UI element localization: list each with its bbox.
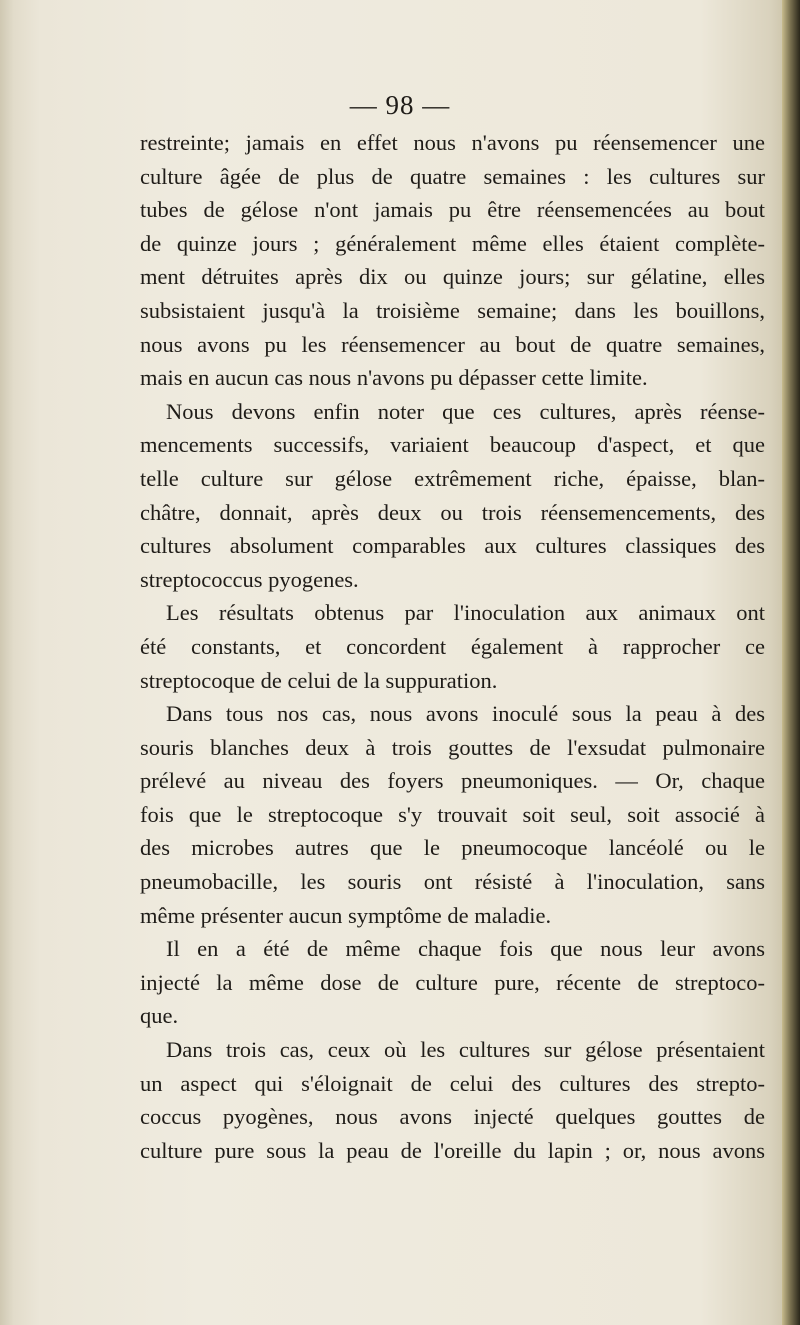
- text-line: nous avons pu les réensemencer au bout de quatre semaines,: [140, 331, 765, 357]
- text-line: culture pure sous la peau de l'oreille du lapin ; or, nous avons: [140, 1137, 765, 1163]
- text-line: même présenter aucun symptôme de maladie.: [140, 902, 552, 928]
- text-line: mencements successifs, variaient beaucoup d'aspect, et que: [140, 432, 765, 458]
- text-line: châtre, donnait, après deux ou trois réensemencements, des: [140, 499, 765, 525]
- text-line: injecté la même dose de culture pure, récente de streptoco-: [140, 969, 765, 995]
- text-line: restreinte; jamais en effet nous n'avons pu réensemencer une: [140, 130, 765, 155]
- text-line: été constants, et concordent également à rapprocher ce: [140, 633, 765, 659]
- text-line: cultures absolument comparables aux cultures classiques des: [140, 533, 765, 559]
- text-line: Nous devons enfin noter que ces cultures, après réense-: [166, 398, 765, 424]
- text-line: que.: [140, 1003, 179, 1029]
- text-line: de quinze jours ; généralement même elles étaient complète-: [140, 230, 765, 256]
- page-number: — 98 —: [349, 90, 451, 120]
- text-line: Il en a été de même chaque fois que nous leur avons: [166, 936, 765, 962]
- text-line: Dans trois cas, ceux où les cultures sur gélose présentaient: [166, 1037, 765, 1063]
- text-line: streptocoque de celui de la suppuration.: [140, 667, 498, 693]
- text-line: fois que le streptocoque s'y trouvait soit seul, soit associé à: [140, 801, 765, 827]
- text-line: culture âgée de plus de quatre semaines : les cultures sur: [140, 163, 765, 189]
- text-line: streptococcus pyogenes.: [140, 566, 359, 592]
- text-line: tubes de gélose n'ont jamais pu être réensemencées au bout: [140, 197, 765, 223]
- text-line: coccus pyogènes, nous avons injecté quelques gouttes de: [140, 1104, 765, 1130]
- text-line: un aspect qui s'éloignait de celui des cultures des strepto-: [140, 1070, 765, 1096]
- text-line: des microbes autres que le pneumocoque lancéolé ou le: [140, 835, 765, 861]
- text-line: ment détruites après dix ou quinze jours; sur gélatine, elles: [140, 264, 765, 290]
- text-line: mais en aucun cas nous n'avons pu dépasser cette limite.: [140, 365, 648, 391]
- page-binding-edge: [0, 0, 14, 1325]
- text-line: subsistaient jusqu'à la troisième semaine; dans les bouillons,: [140, 297, 765, 323]
- text-line: pneumobacille, les souris ont résisté à l'inoculation, sans: [140, 869, 765, 895]
- text-line: prélevé au niveau des foyers pneumoniques. — Or, chaque: [140, 768, 765, 794]
- text-line: telle culture sur gélose extrêmement riche, épaisse, blan-: [140, 465, 765, 491]
- text-line: Les résultats obtenus par l'inoculation aux animaux ont: [166, 600, 765, 626]
- body-text: [140, 126, 765, 1167]
- page-right-edge: [782, 0, 800, 1325]
- text-line: Dans tous nos cas, nous avons inoculé sous la peau à des: [166, 701, 765, 727]
- text-line: souris blanches deux à trois gouttes de l'exsudat pulmonaire: [140, 734, 765, 760]
